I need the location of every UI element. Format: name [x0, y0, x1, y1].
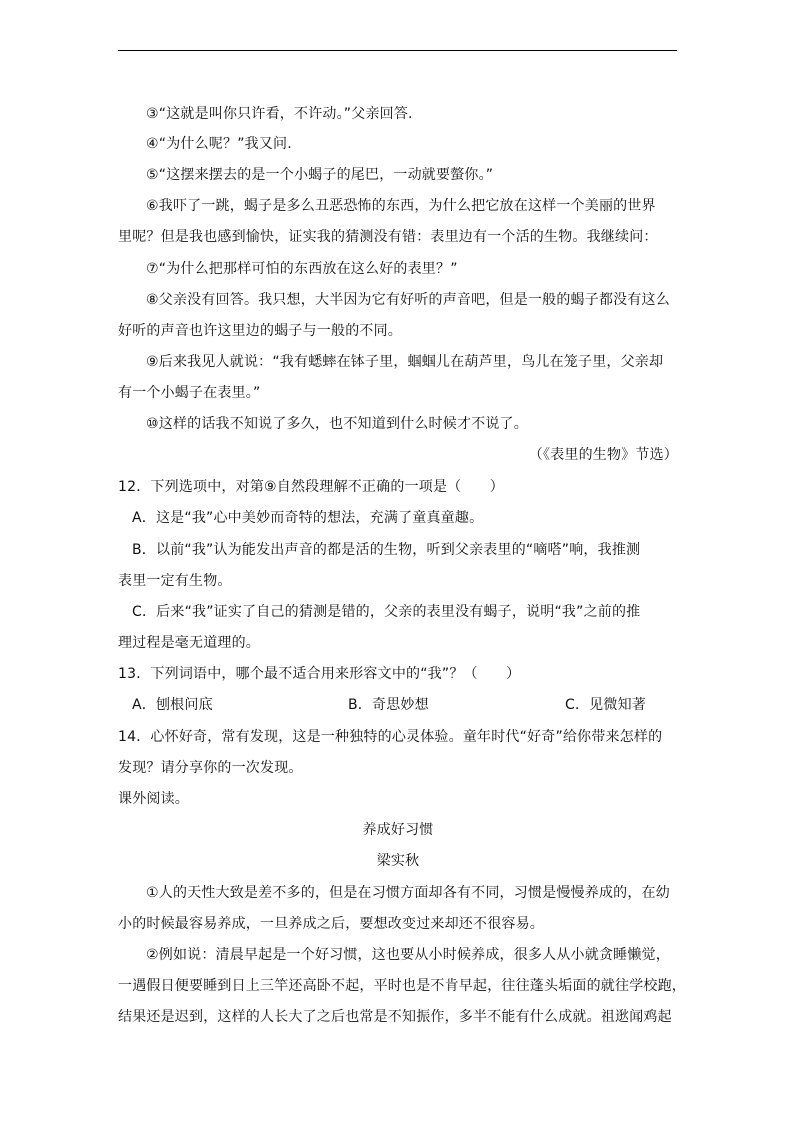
paragraph-9-line-2: 有一个小蝎子在表里。”	[118, 385, 261, 401]
article-paragraph-1-line-1: ①人的天性大致是差不多的，但是在习惯方面却各有不同，习惯是慢慢养成的，在幼	[146, 885, 670, 901]
article-author: 梁实秋	[376, 853, 420, 869]
question-13-option-b: B．奇思妙想	[348, 697, 429, 713]
section-label: 课外阅读。	[118, 791, 189, 807]
header-rule	[118, 50, 677, 51]
question-14-line-1: 14．心怀好奇，常有发现，这是一种独特的心灵体验。童年时代“好奇”给你带来怎样的	[118, 729, 663, 745]
article-paragraph-1-line-2: 小的时候最容易养成，一旦养成之后，要想改变过来却还不很容易。	[118, 916, 544, 932]
article-title: 养成好习惯	[362, 822, 434, 838]
question-12-option-c-line-1: C．后来“我”证实了自己的猜测是错的，父亲的表里没有蝎子，说明“我”之前的推	[132, 604, 641, 620]
source-citation: （《表里的生物》节选）	[528, 447, 678, 463]
question-13-option-c: C．见微知著	[565, 697, 646, 713]
question-12-option-a: A．这是“我”心中美妙而奇特的想法，充满了童真童趣。	[132, 510, 484, 526]
paragraph-9-line-1: ⑨后来我见人就说：“我有蟋蟀在钵子里，蝈蝈儿在葫芦里，鸟儿在笼子里，父亲却	[146, 354, 664, 370]
paragraph-4: ④“为什么呢？”我又问.	[146, 136, 292, 152]
article-paragraph-2-line-2: 一遇假日便要睡到日上三竿还高卧不起，平时也是不肯早起，往往蓬头垢面的就往学校跑，	[118, 978, 686, 994]
paragraph-5: ⑤“这摆来摆去的是一个小蝎子的尾巴，一动就要螫你。”	[146, 167, 494, 183]
question-13-options	[132, 695, 678, 715]
paragraph-6-line-2: 里呢？但是我也感到愉快，证实我的猜测没有错：表里边有一个活的生物。我继续问：	[118, 229, 658, 245]
paragraph-7: ⑦“为什么把那样可怕的东西放在这么好的表里？”	[146, 261, 458, 277]
paragraph-8-line-1: ⑧父亲没有回答。我只想，大半因为它有好听的声音吧，但是一般的蝎子都没有这么	[146, 292, 670, 308]
question-12-stem: 12．下列选项中，对第⑨自然段理解不正确的一项是（ ）	[118, 479, 504, 495]
question-13-stem: 13．下列词语中，哪个最不适合用来形容文中的“我”？（ ）	[118, 666, 521, 682]
question-13-option-a: A．刨根问底	[132, 697, 213, 713]
paragraph-3: ③“这就是叫你只许看，不许动。”父亲回答.	[146, 106, 413, 122]
paragraph-10: ⑩这样的话我不知说了多久，也不知道到什么时候才不说了。	[146, 416, 528, 432]
question-12-option-c-line-2: 理过程是毫无道理的。	[118, 635, 260, 651]
article-paragraph-2-line-3: 结果还是迟到，这样的人长大了之后也常是不知振作，多半不能有什么成就。祖逖闻鸡起	[118, 1009, 672, 1025]
paragraph-6-line-1: ⑥我吓了一跳，蝎子是多么丑恶恐怖的东西，为什么把它放在这样一个美丽的世界	[146, 198, 656, 214]
paragraph-8-line-2: 好听的声音也许这里边的蝎子与一般的不同。	[118, 323, 402, 339]
question-12-option-b-line-1: B．以前“我”认为能发出声音的都是活的生物，听到父亲表里的“嘀嗒”响，我推测	[132, 542, 641, 558]
question-14-line-2: 发现？请分享你的一次发现。	[118, 760, 303, 776]
question-12-option-b-line-2: 表里一定有生物。	[118, 573, 232, 589]
article-paragraph-2-line-1: ②例如说：清晨早起是一个好习惯，这也要从小时候养成，很多人从小就贪睡懒觉，	[146, 947, 670, 963]
